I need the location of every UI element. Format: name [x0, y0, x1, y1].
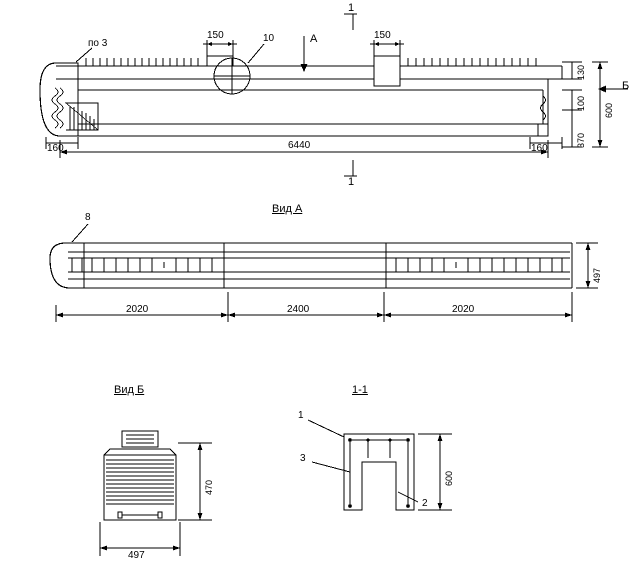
section-mark-b: Б — [622, 80, 630, 92]
lifting-loop-circle — [214, 58, 250, 94]
dim-6440: 6440 — [288, 140, 311, 151]
view-a-transverse-bars — [72, 243, 562, 288]
dim-470: 470 — [204, 479, 214, 495]
embedded-plate-right — [370, 40, 404, 86]
view-b-shape — [104, 431, 176, 520]
dim-600-right: 600 — [604, 102, 614, 118]
dim-150-right: 150 — [374, 30, 391, 41]
dim-497-right: 497 — [592, 267, 602, 283]
dim-160-right: 160 — [531, 143, 548, 154]
stirrup-ticks-left — [86, 58, 198, 66]
section-leader-1 — [308, 420, 344, 437]
dim-130: 130 — [576, 64, 586, 80]
dim-600-section: 600 — [444, 470, 454, 486]
view-a-body — [66, 243, 572, 288]
view-b-title: Вид Б — [114, 384, 145, 396]
section-mark-a: А — [310, 33, 318, 45]
leader-line-10 — [248, 44, 264, 63]
leader-line-po3 — [76, 48, 92, 62]
dim-160-left: 160 — [47, 143, 64, 154]
section-1-1-shape — [344, 434, 414, 510]
beam-left-end-cap — [40, 63, 78, 136]
dim-100: 100 — [576, 95, 586, 111]
section-mark-bottom: 1 — [348, 176, 355, 188]
dim-497-bottom: 497 — [128, 550, 145, 561]
stirrup-ticks-right — [400, 58, 536, 66]
beam-web-outline — [78, 90, 548, 136]
beam-top-flange — [56, 66, 562, 79]
view-a-title: Вид А — [272, 203, 303, 215]
callout-8: 8 — [85, 212, 91, 223]
section-mark-top: 1 — [348, 2, 355, 14]
callout-3: 3 — [300, 453, 306, 464]
dim-2020-left: 2020 — [126, 304, 149, 315]
view-a-left-cap — [50, 243, 84, 288]
dim-370: 370 — [576, 132, 586, 148]
view-arrow-a — [301, 36, 308, 72]
callout-2: 2 — [422, 498, 428, 509]
dim-2020-right: 2020 — [452, 304, 475, 315]
section-1-1-title: 1-1 — [352, 384, 368, 396]
callout-10: 10 — [263, 33, 275, 44]
callout-po-3: по 3 — [88, 38, 108, 49]
leader-line-8 — [72, 224, 88, 242]
dim-150-left: 150 — [207, 30, 224, 41]
dim-2400: 2400 — [287, 304, 310, 315]
callout-1: 1 — [298, 410, 304, 421]
